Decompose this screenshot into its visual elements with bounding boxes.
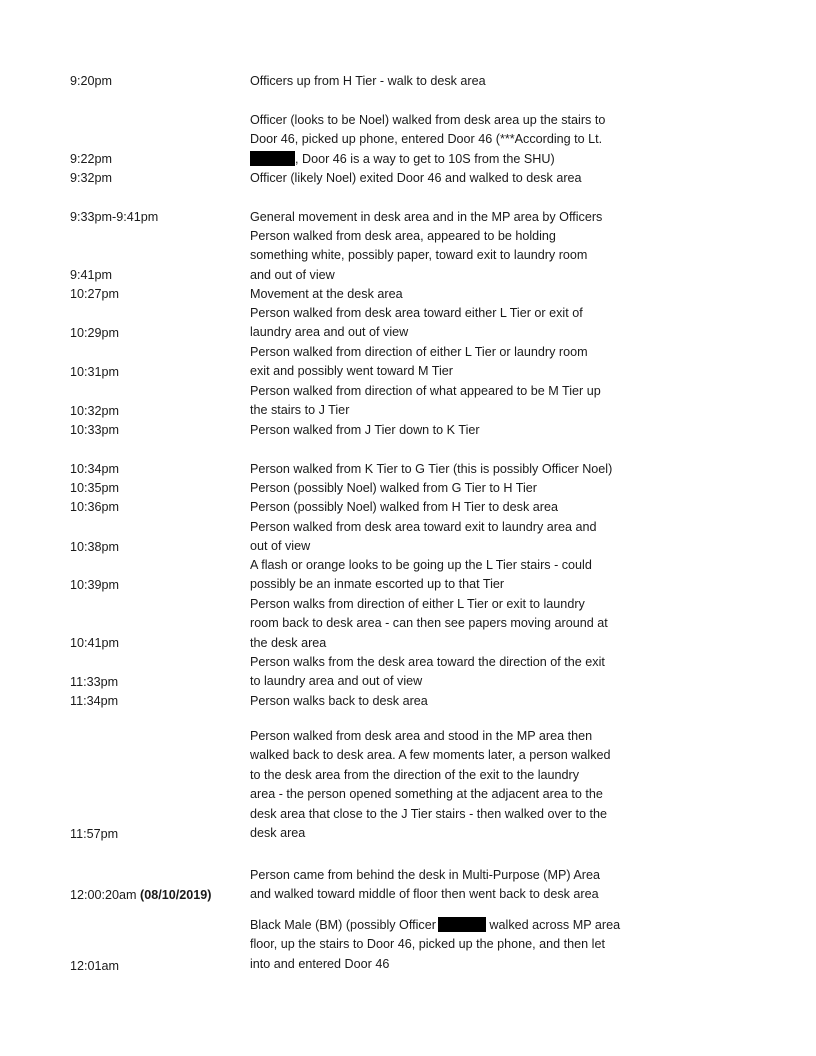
entry-description — [250, 285, 650, 304]
entry-time: 11:57pm — [70, 827, 119, 841]
entry-time: 9:33pm-9:41pm — [70, 210, 159, 224]
entry-line: into and entered Door 46 — [250, 956, 390, 971]
entry-line: A flash or orange looks to be going up the L Tier stairs - could — [250, 558, 592, 572]
entry-description — [250, 111, 650, 169]
entry-line: Person walked from desk area toward exit to laundry area and — [250, 520, 597, 534]
entry-time: 11:34pm — [70, 694, 119, 708]
entry-time: 10:34pm — [70, 462, 120, 476]
entry-time-text: 12:00:20am — [70, 888, 141, 902]
entry-line: Officer (likely Noel) exited Door 46 and walked to desk area — [250, 171, 582, 185]
entry-line: General movement in desk area and in the MP area by Officers — [250, 210, 603, 224]
entry-line: something white, possibly paper, toward exit to laundry room — [250, 248, 588, 263]
entry-line: Person walks back to desk area — [250, 694, 428, 708]
entry-line: to the desk area from the direction of the exit to the laundry — [250, 767, 580, 782]
entry-time: 9:32pm — [70, 171, 113, 185]
entry-description — [250, 382, 650, 421]
entry-description — [250, 304, 650, 343]
entry-line: to laundry area and out of view — [250, 674, 423, 689]
entry-line-text: , Door 46 is a way to get to 10S from the SHU) — [295, 151, 555, 166]
entry-time: 9:41pm — [70, 268, 113, 282]
entry-line: possibly be an inmate escorted up to that Tier — [250, 577, 505, 592]
entry-description — [250, 421, 650, 440]
entry-time: 10:31pm — [70, 365, 120, 379]
entry-line: Person walked from direction of either L Tier or laundry room — [250, 345, 588, 359]
entry-line: Officer (looks to be Noel) walked from desk area up the stairs to — [250, 113, 606, 127]
entry-time: 9:20pm — [70, 74, 113, 88]
entry-line: Person (possibly Noel) walked from H Tier to desk area — [250, 500, 558, 514]
entry-description — [250, 169, 650, 188]
entry-line: Door 46, picked up phone, entered Door 46 (***According to Lt. — [250, 132, 603, 147]
entry-date: (08/10/2019) — [140, 888, 212, 902]
entry-description — [250, 208, 650, 227]
entry-line: Person came from behind the desk in Multi-Purpose (MP) Area — [250, 868, 600, 882]
entry-line: Person walked from desk area toward either L Tier or exit of — [250, 306, 583, 320]
entry-line: exit and possibly went toward M Tier — [250, 364, 453, 379]
entry-description — [250, 460, 650, 479]
entry-description — [250, 916, 650, 974]
entry-line: Movement at the desk area — [250, 287, 403, 301]
entry-description — [250, 227, 650, 285]
entry-description — [250, 518, 650, 557]
entry-line: Person walked from J Tier down to K Tier — [250, 423, 480, 437]
entry-time: 10:33pm — [70, 423, 120, 437]
entry-time: 10:39pm — [70, 578, 120, 592]
entry-line: Person (possibly Noel) walked from G Tier to H Tier — [250, 481, 537, 495]
entry-line — [250, 150, 650, 169]
entry-time: 10:35pm — [70, 481, 120, 495]
entry-line: Person walked from direction of what appeared to be M Tier up — [250, 384, 601, 398]
entry-line: Person walked from desk area and stood in the MP area then — [250, 729, 593, 743]
entry-description — [250, 72, 650, 91]
entry-line — [250, 916, 650, 935]
entry-line: out of view — [250, 539, 311, 554]
entry-line-text: walked across MP area — [485, 918, 621, 932]
entry-line-text: Black Male (BM) (possibly Officer — [250, 918, 436, 932]
entry-description — [250, 498, 650, 517]
entry-time: 10:38pm — [70, 540, 120, 554]
entry-time — [70, 886, 211, 905]
entry-line: walked back to desk area. A few moments later, a person walked — [250, 748, 611, 763]
entry-description — [250, 556, 650, 595]
entry-time: 10:29pm — [70, 326, 120, 340]
entry-description — [250, 479, 650, 498]
entry-line: Person walks from the desk area toward the direction of the exit — [250, 655, 605, 669]
entry-line: and out of view — [250, 267, 335, 282]
entry-line: Officers up from H Tier - walk to desk area — [250, 74, 486, 88]
entry-time: 10:27pm — [70, 287, 120, 301]
entry-line: laundry area and out of view — [250, 325, 409, 340]
entry-description — [250, 595, 650, 653]
entry-time: 10:41pm — [70, 636, 120, 650]
entry-line: room back to desk area - can then see papers moving around at — [250, 616, 608, 631]
entry-time: 10:36pm — [70, 500, 120, 514]
entry-line: the stairs to J Tier — [250, 403, 350, 418]
entry-description — [250, 343, 650, 382]
entry-time: 11:33pm — [70, 675, 119, 689]
entry-time: 10:32pm — [70, 404, 120, 418]
entry-line: Person walked from desk area, appeared to be holding — [250, 229, 556, 243]
entry-line: Person walks from direction of either L Tier or exit to laundry — [250, 597, 585, 611]
entry-description — [250, 727, 650, 843]
entry-description — [250, 692, 650, 711]
entry-line: the desk area — [250, 635, 327, 650]
entry-time: 9:22pm — [70, 152, 113, 166]
entry-time: 12:01am — [70, 959, 120, 973]
entry-line: floor, up the stairs to Door 46, picked up the phone, and then let — [250, 937, 605, 952]
entry-line: desk area — [250, 826, 306, 841]
entry-line: and walked toward middle of floor then went back to desk area — [250, 887, 599, 902]
redaction-bar — [250, 151, 295, 166]
entry-line: Person walked from K Tier to G Tier (this is possibly Officer Noel) — [250, 462, 613, 476]
entry-line: area - the person opened something at the adjacent area to the — [250, 787, 603, 802]
entry-line: desk area that close to the J Tier stairs - then walked over to the — [250, 806, 608, 821]
entry-description — [250, 653, 650, 692]
entry-description — [250, 866, 650, 905]
redaction-bar — [438, 917, 486, 932]
